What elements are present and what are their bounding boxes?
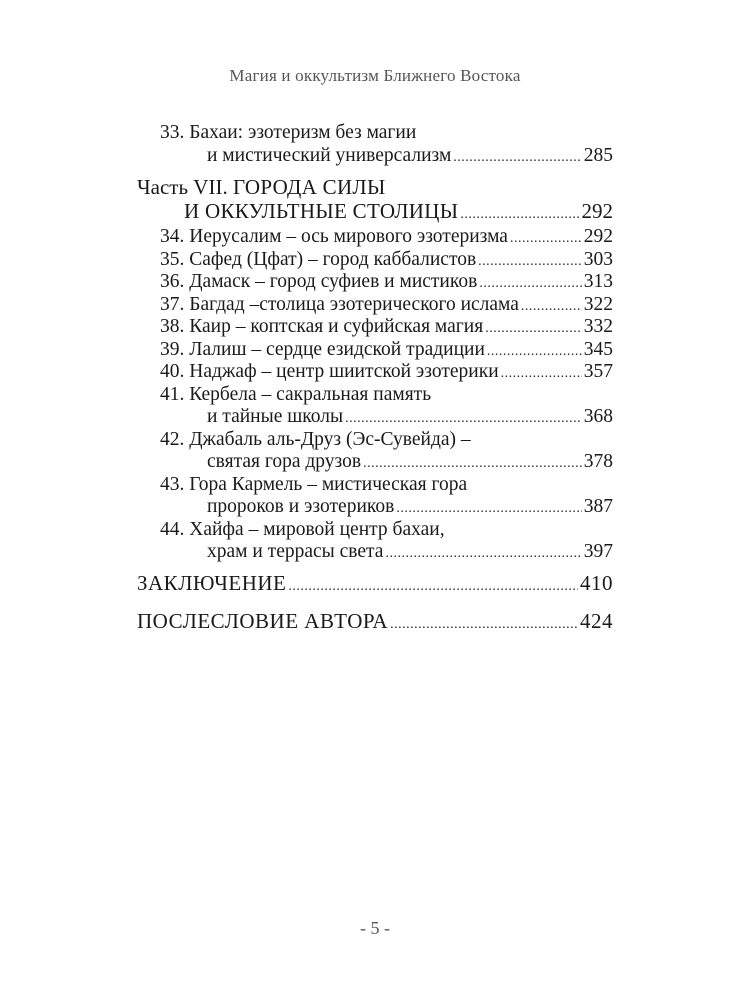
toc-entry [137,519,613,564]
toc-entry-page: 332 [583,316,613,337]
toc-entry [137,316,613,339]
running-head: Магия и оккультизм Ближнего Востока [229,66,521,85]
leader-dots [487,339,582,362]
toc-entry-page: 313 [583,271,613,292]
toc-entry-page: 368 [583,406,613,427]
toc-entry [137,294,613,317]
toc-entry-title-line2: пророков и эзотериков [207,496,395,517]
toc-entry-title-line2: святая гора друзов [207,451,362,472]
leader-dots [460,199,579,223]
toc-entry [137,384,613,429]
toc-entry-title: 40. Наджаф – центр шиитской эзотерики [160,361,499,382]
toc-entry-page: 397 [583,541,613,562]
toc-entry [137,271,613,294]
leader-dots [478,249,582,272]
part-title-line2: И ОККУЛЬТНЫЕ СТОЛИЦЫ [184,199,459,223]
toc-entry-page: 303 [583,248,613,270]
toc-entry-title: 36. Дамаск – город суфиев и мистиков [160,271,478,292]
toc-entry-title-line1: 44. Хайфа – мировой центр бахаи, [160,518,445,540]
toc-entry [137,361,613,384]
toc-entry-page: 285 [583,144,613,166]
leader-dots [363,451,582,474]
toc-entry-title-line2: храм и террасы света [207,541,384,562]
part-title-line1: ГОРОДА СИЛЫ [232,175,386,199]
toc-entry [137,226,613,249]
leader-dots [453,145,581,168]
toc-entry-title-line2: и мистический универсализм [207,144,452,166]
leader-dots [485,316,582,339]
leader-dots [385,541,581,564]
leader-dots [288,571,578,595]
toc-entry-title-line1: 42. Джабаль аль-Друз (Эс-Сувейда) – [160,428,471,450]
toc-entry-title: 34. Иерусалим – ось мирового эзотеризма [160,226,508,247]
leader-dots [390,609,578,633]
toc-entry [137,474,613,519]
toc-entry-title-line1: 41. Кербела – сакральная память [160,383,432,405]
toc-entry-title-line1: 33. Бахаи: эзотеризм без магии [160,122,417,143]
leader-dots [510,226,582,249]
toc-entry-title: 35. Сафед (Цфат) – город каббалистов [160,248,477,270]
table-of-contents [137,122,613,633]
conclusion-title: ЗАКЛЮЧЕНИЕ [137,570,287,595]
toc-entry-title-line2: и тайные школы [207,406,344,427]
toc-entry-title: 38. Каир – коптская и суфийская магия [160,316,484,337]
page-number: - 5 - [360,918,390,938]
leader-dots [521,294,582,317]
toc-entry-title: 39. Лалиш – сердце езидской традиции [160,338,485,360]
toc-entry-page: 387 [583,496,613,517]
toc-entry-page: 378 [583,451,613,472]
toc-entry [137,429,613,474]
afterword-title: ПОСЛЕСЛОВИЕ АВТОРА [137,608,389,633]
leader-dots [501,361,582,384]
leader-dots [479,271,581,294]
toc-entry-title-line1: 43. Гора Кармель – мистическая гора [160,473,468,495]
toc-entry [137,122,613,167]
toc-entry-title: 37. Багдад –столица эзотерического ислама [160,293,519,315]
toc-entry-page: 292 [583,226,613,247]
leader-dots [396,496,581,519]
toc-entry-page: 357 [583,361,613,382]
toc-conclusion [137,571,613,595]
part-page: 292 [581,199,613,223]
leader-dots [345,406,582,429]
part-label: Часть VII. [137,175,228,199]
toc-part-heading [137,175,613,223]
toc-entry-page: 322 [583,293,613,315]
toc-entry [137,339,613,362]
toc-entry-page: 345 [583,338,613,360]
toc-entry [137,249,613,272]
toc-afterword [137,609,613,633]
conclusion-page: 410 [580,570,613,595]
afterword-page: 424 [580,608,613,633]
